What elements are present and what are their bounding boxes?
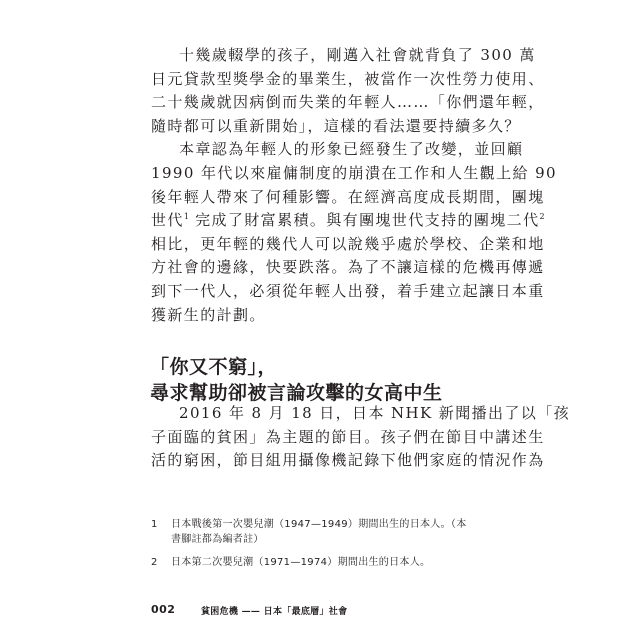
footnote-number: 1 (151, 519, 158, 530)
paragraph-1 (151, 44, 545, 138)
text-segment: 完成了財富累積。與有團塊世代支持的團塊二代 (195, 211, 540, 230)
text-line: 方社會的邊緣，快要跌落。為了不讓這樣的危機再傳遞 (151, 258, 545, 277)
footnote-number: 2 (151, 557, 158, 568)
text-line: 子面臨的貧困」為主題的節目。孩子們在節目中講述生 (151, 427, 545, 446)
text-line: 十幾歲輟學的孩子，剛邁入社會就背負了 300 萬 (179, 46, 536, 64)
section-heading-line-2: 尋求幫助卻被言論攻擊的女高中生 (150, 382, 443, 404)
text-line: 到下一代人，必須從年輕人出發，着手建立起讓日本重 (151, 281, 545, 300)
text-line: 2016 年 8 月 18 日，日本 NHK 新聞播出了以「孩 (179, 404, 570, 422)
text-segment: 世代 (151, 211, 184, 230)
text-line: 後年輕人帶來了何種影響。在經濟高度成長期間，團塊 (151, 187, 545, 206)
footnotes (151, 517, 471, 578)
text-line: 相比，更年輕的幾代人可以說幾乎處於學校、企業和地 (151, 234, 545, 253)
footnote-text: 日本戰後第一次嬰兒潮（1947—1949）期間出生的日本人。（本書腳註都為編者註） (171, 519, 467, 545)
text-line: 隨時都可以重新開始」，這樣的看法還要持續多久？ (151, 116, 521, 135)
footnote-text: 日本第二次嬰兒潮（1971—1974）期間出生的日本人。 (171, 557, 431, 568)
paragraph-2 (151, 138, 557, 327)
footnote-1 (151, 517, 471, 547)
text-line: 獲新生的計劃。 (151, 305, 266, 324)
text-line: 二十幾歲就因病倒而失業的年輕人……「你們還年輕， (151, 93, 545, 112)
footnote-reference-2: 2 (539, 212, 545, 222)
page-number: 002 (151, 603, 176, 616)
footnote-2 (151, 555, 471, 570)
text-line: 日元貸款型獎學金的畢業生，被當作一次性勞力使用、 (151, 69, 545, 88)
text-line: 本章認為年輕人的形象已經發生了改變，並回顧 (179, 140, 524, 159)
text-line (151, 209, 545, 233)
page-footer (151, 603, 481, 616)
section-heading-line-1: 「你又不窮」， (150, 356, 278, 378)
footnote-reference-1: 1 (183, 212, 189, 222)
running-head: 貧困危機 —— 日本「最底層」社會 (201, 607, 348, 617)
text-line: 活的窮困，節目組用攝像機記錄下他們家庭的情況作為 (151, 451, 545, 470)
section-paragraph (151, 402, 570, 473)
text-line: 1990 年代以來雇傭制度的崩潰在工作和人生觀上給 90 (151, 163, 557, 182)
section-heading (150, 354, 443, 406)
